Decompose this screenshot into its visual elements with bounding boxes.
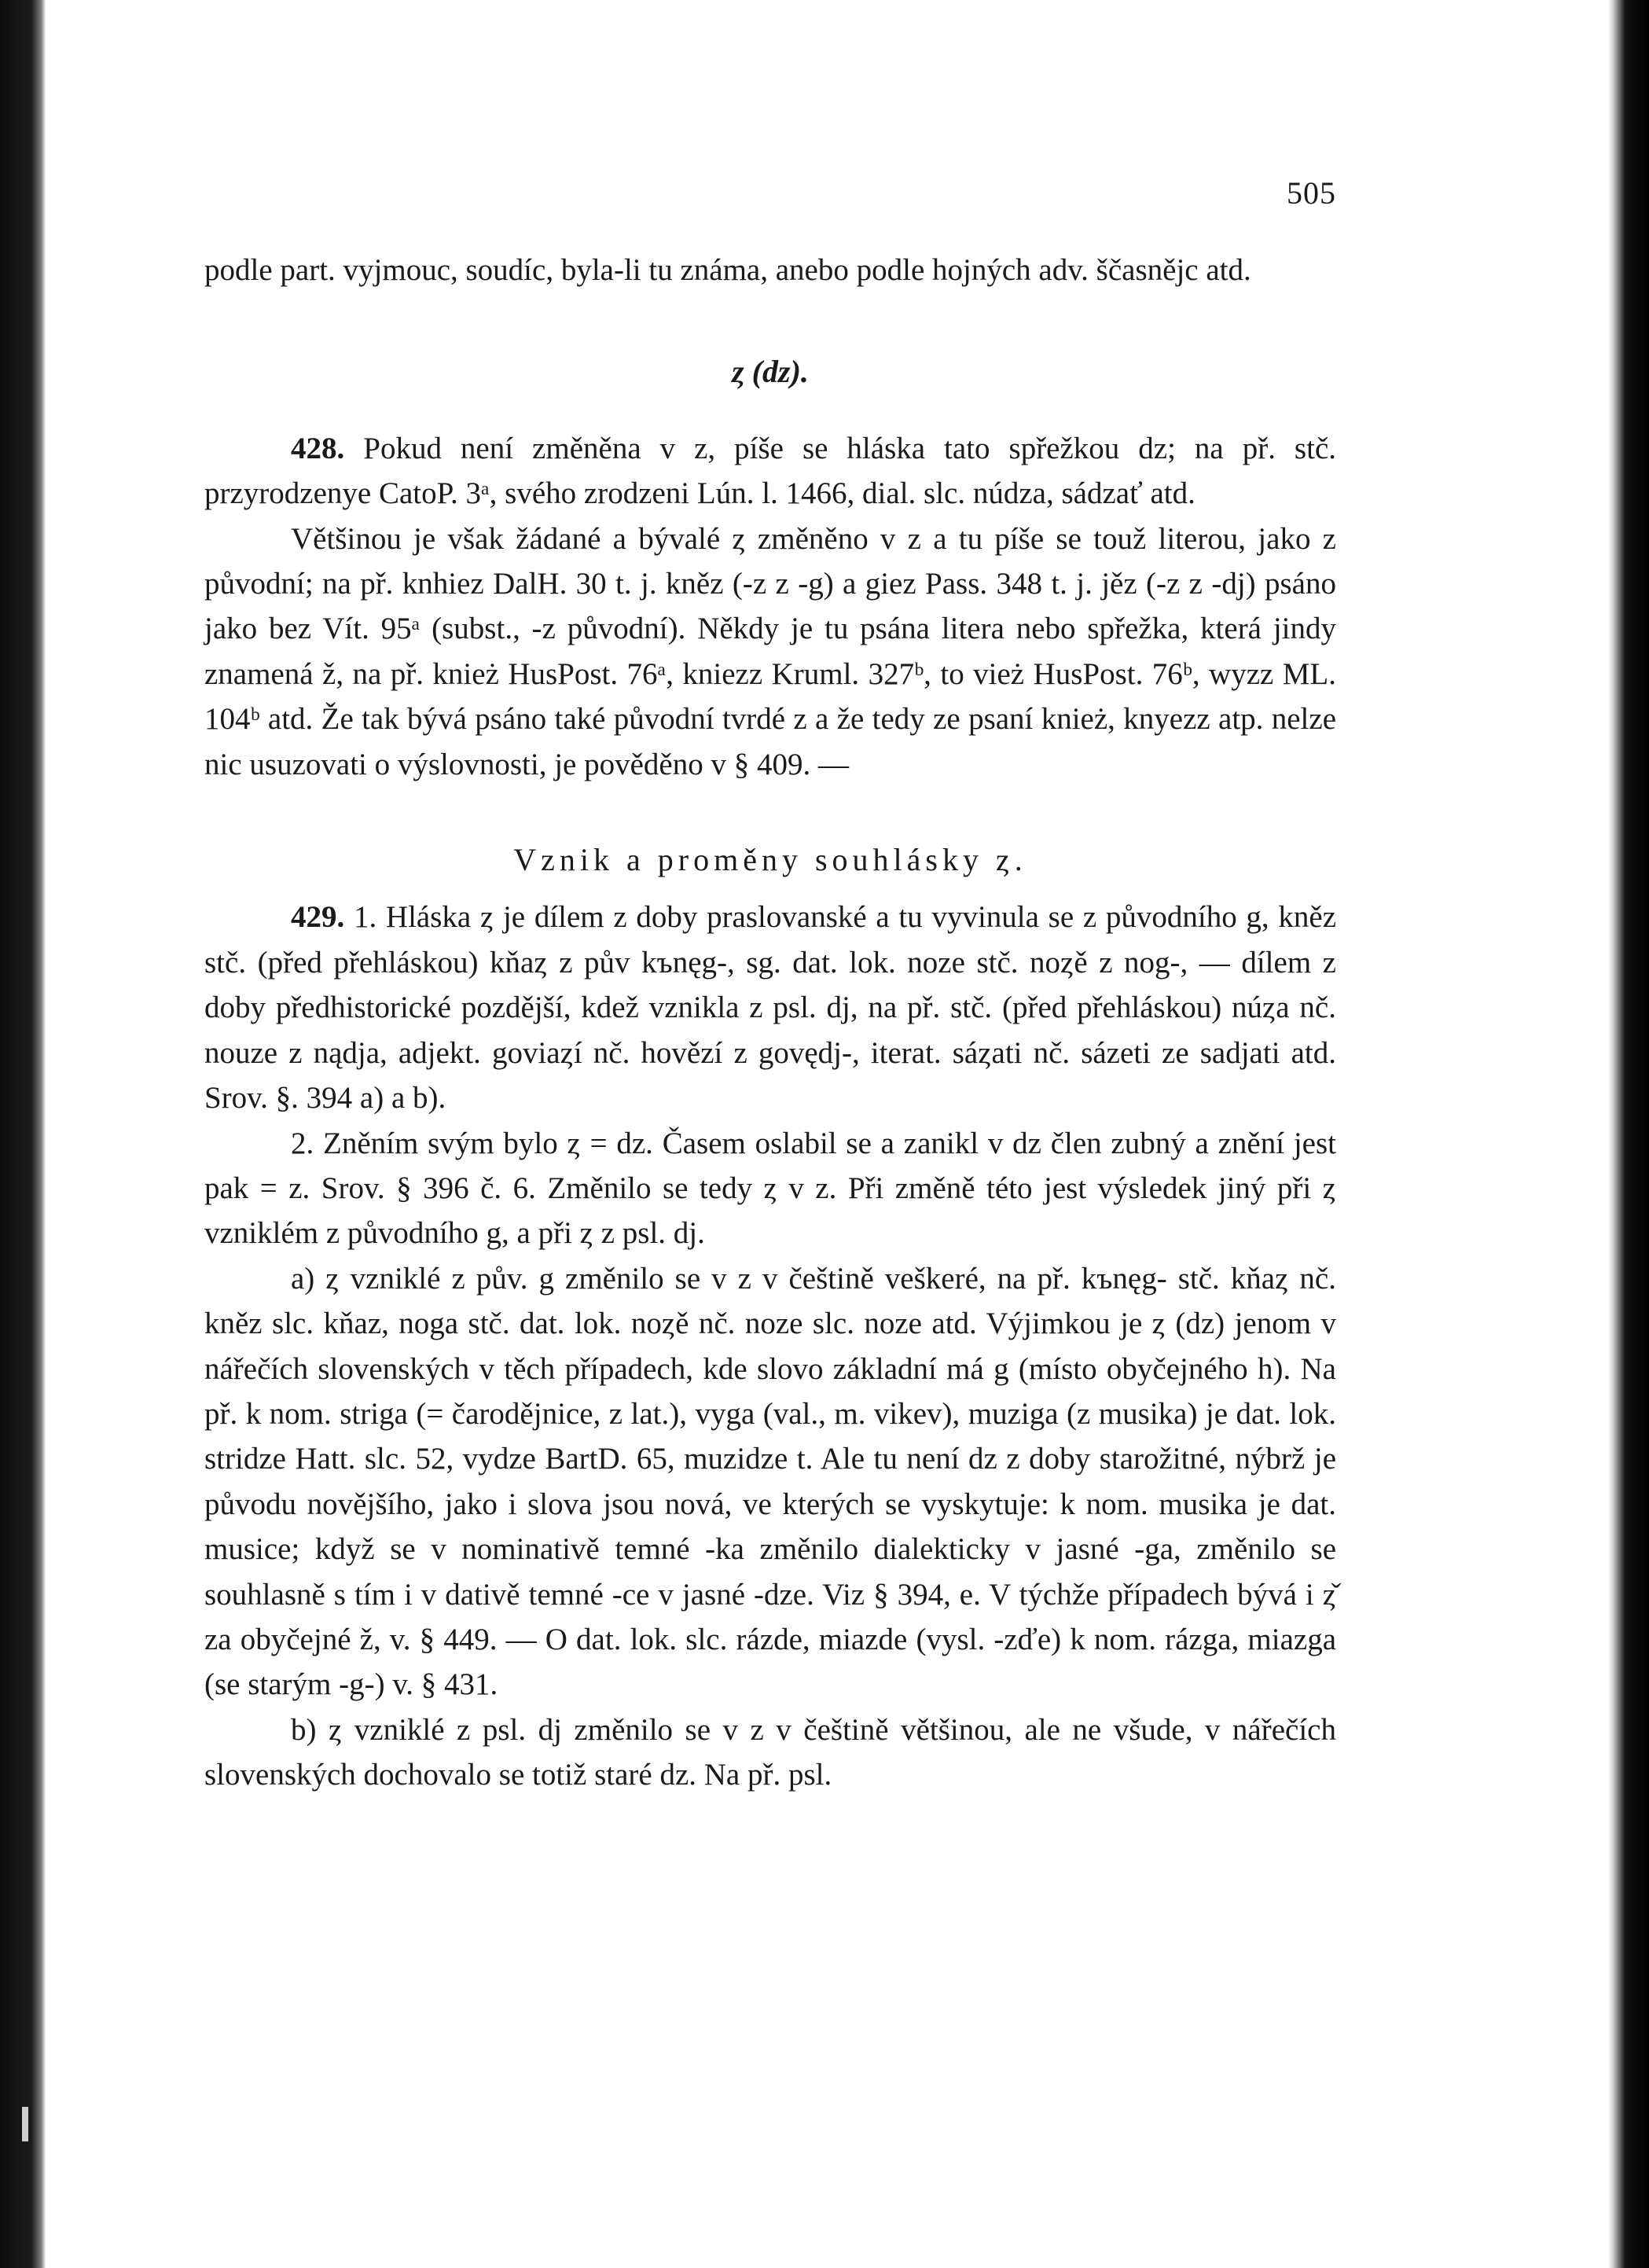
scan-right-edge <box>1608 0 1649 2268</box>
paragraph-428-continuation: Většinou je však žádané a bývalé ȥ změněno v z a tu píše se touž literou, jako z původní; na př. knhiez DalH. 30 t. j. kněz (-z z -g) a giez Pass. 348 t. j. jěz (-z z -dj) psáno jako bez Vít. 95ᵃ (subst., -z původní). Někdy je tu psána litera nebo spřežka, která jindy znamená ž, na př. knież HusPost. 76ᵃ, kniezz Kruml. 327ᵇ, to vież HusPost. 76ᵇ, wyzz ML. 104ᵇ atd. Že tak bývá psáno také původní tvrdé z a že tedy ze psaní knież, knyezz atp. nelze nic usuzovati o výslovnosti, je pověděno v § 409. — <box>204 521 1336 781</box>
page-number: 505 <box>1287 175 1336 211</box>
body-text <box>204 248 1336 1798</box>
paragraph-428-text: Pokud není změněna v z, píše se hláska tato spřežkou dz; na př. stč. przyrodzenye CatoP. 3ᵃ, svého zrodzeni Lún. l. 1466, dial. slc. núdza, sádzať atd. <box>204 431 1337 511</box>
page <box>204 0 1336 2268</box>
paragraph-number-429: 429. <box>291 900 345 935</box>
paragraph-429-b: b) ȥ vzniklé z psl. dj změnilo se v z v češtině většinou, ale ne všude, v nářečích slovenských dochovalo se totiž staré dz. Na př. psl. <box>204 1712 1336 1792</box>
paragraph-429-1-text: 1. Hláska ȥ je dílem z doby praslovanské a tu vyvinula se z původního g, kněz stč. (před přehláskou) kňaȥ z pův kъnęg-, sg. dat. lok. noze stč. noȥě z nog-, — dílem z doby předhistorické pozdější, kdež vznikla z psl. dj, na př. stč. (před přehláskou) núȥa nč. nouze z nądja, adjekt. goviaȥí nč. hovězí z govędj-, iterat. sáȥati nč. sázeti ze sadjati atd. Srov. §. 394 a) a b). <box>204 900 1336 1116</box>
paragraph-428 <box>204 426 1336 516</box>
paragraph-429-2: 2. Zněním svým bylo ȥ = dz. Časem oslabil se a zanikl v dz člen zubný a znění jest pak = z. Srov. § 396 č. 6. Změnilo se tedy ȥ v z. Při změně této jest výsledek jiný při ȥ vzniklém z původního g, a při ȥ z psl. dj. <box>204 1126 1336 1251</box>
paragraph-number-428: 428. <box>291 431 345 465</box>
margin-mark <box>22 2107 28 2141</box>
paragraph-429-1 <box>204 895 1336 1120</box>
intro-paragraph: podle part. vyjmouc, soudíc, byla-li tu známa, anebo podle hojných adv. ščasnějc atd. <box>204 253 1251 287</box>
scan-left-edge <box>0 0 46 2268</box>
section-heading: ȥ (dz). <box>732 354 809 390</box>
section-title: Vznik a proměny souhlásky ȥ. <box>513 842 1027 878</box>
paragraph-429-a: a) ȥ vzniklé z pův. g změnilo se v z v češtině veškeré, na př. kъnęg- stč. kňaȥ nč. kněz slc. kňaz, noga stč. dat. lok. noȥě nč. noze slc. noze atd. Výjimkou je ȥ (dz) jenom v nářečích slovenských v těch případech, kde slovo základní má g (místo obyčejného h). Na př. k nom. striga (= čarodějnice, z lat.), vyga (val., m. vikev), muziga (z musika) je dat. lok. stridze Hatt. slc. 52, vydze BartD. 65, muzidze t. Ale tu není dz z doby starožitné, nýbrž je původu novějšího, jako i slova jsou nová, ve kterých se vyskytuje: k nom. musika je dat. musice; když se v nominativě temné -ka změnilo dialekticky v jasné -ga, změnilo se souhlasně s tím i v dativě temné -ce v jasné -dze. Viz § 394, e. V týchže případech bývá i ȥ̌ za obyčejné ž, v. § 449. — O dat. lok. slc. rázde, miazde (vysl. -zďe) k nom. rázga, miazga (se starým -g-) v. § 431. <box>204 1261 1336 1702</box>
